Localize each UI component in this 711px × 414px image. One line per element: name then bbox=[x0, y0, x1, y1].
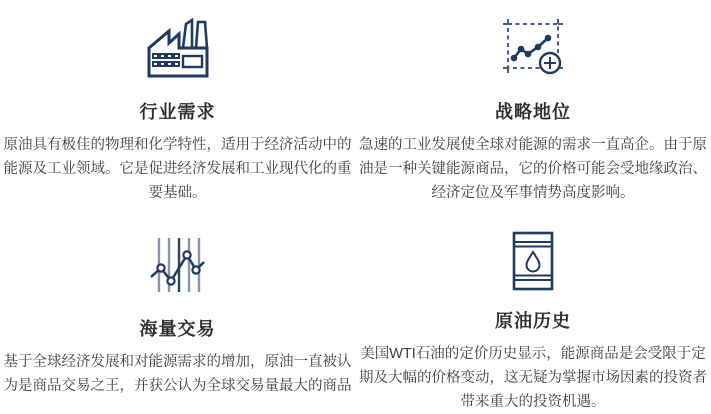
card-description: 原油具有极佳的物理和化学特性，适用于经济活动中的能源及工业领域。它是促进经济发展和工业现代化的重要基础。 bbox=[3, 137, 352, 201]
feature-card-massive-trading bbox=[0, 207, 355, 414]
card-title: 海量交易 bbox=[139, 319, 216, 339]
chart-zoom-icon bbox=[498, 12, 568, 84]
factory-icon bbox=[142, 12, 214, 84]
stock-line-icon bbox=[143, 229, 213, 301]
card-description: 急速的工业发展使全球对能源的需求一直高企。由于原油是一种关键能源商品，它的价格可能会受地缘政治、经济定位及军事情势高度影响。 bbox=[359, 137, 707, 201]
oil-barrel-icon bbox=[504, 229, 562, 293]
feature-card-industry-demand bbox=[0, 0, 355, 207]
card-title: 原油历史 bbox=[495, 311, 571, 331]
feature-card-crude-oil-history bbox=[355, 207, 711, 414]
card-title: 行业需求 bbox=[139, 102, 216, 122]
card-title: 战略地位 bbox=[495, 102, 571, 122]
card-description: 基于全球经济发展和对能源需求的增加，原油一直被认为是商品交易之王，并获公认为全球交易量最大的商品 bbox=[3, 354, 352, 394]
card-description: 美国WTI石油的定价历史显示，能源商品是会受限于定期及大幅的价格变动，这无疑为掌握市场因素的投资者带来重大的投资机遇。 bbox=[359, 346, 707, 410]
feature-card-strategic-position bbox=[355, 0, 711, 207]
